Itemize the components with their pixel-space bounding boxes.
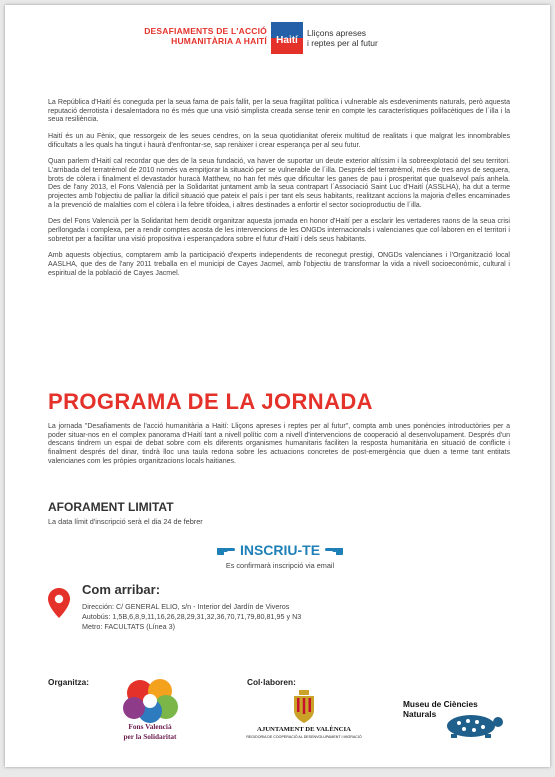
- museu-turtle-logo: [433, 709, 507, 739]
- directions-heading: Com arribar:: [82, 582, 161, 597]
- pointing-hand-right-icon: [216, 543, 236, 557]
- intro-text: [48, 99, 510, 286]
- event-subtitle-line1: Lliçons apreses: [307, 28, 367, 38]
- organitza-label: Organitza:: [48, 677, 90, 687]
- event-title-line1: DESAFIAMENTS DE L'ACCIÓ: [144, 26, 267, 36]
- registration-deadline: La data límit d'inscripció serà el dia 24 de febrer: [48, 517, 203, 526]
- intro-paragraph: Amb aquests objectius, comptarem amb la participació d'experts independents de reconegut prestigi, ONGDs valencianes i l'Organització local AASLHA, que des de l'any 2011 treballa en el municipi de Cayes Jacmel, amb l'objectiu de transformar la vida a nivell socioeconòmic, cultural i espiritual de la població de Cayes Jacmel.: [48, 252, 510, 277]
- pointing-hand-left-icon: [324, 543, 344, 557]
- register-label[interactable]: INSCRIU-TE: [239, 542, 321, 558]
- haiti-logo-text: Haití: [276, 35, 298, 46]
- fons-valencia-tagline: per la Solidaritat: [123, 732, 177, 741]
- header: [135, 22, 435, 60]
- intro-paragraph: Haití és un au Fènix, que ressorgeix de les seues cendres, on la seua quotidianitat ofereix multitud de realitats i que malgrat les innombrables dificultats a les quals ha tingut i haurà d'enfrontar-se, sap renàixer i crear esperança per al seu futur.: [48, 132, 510, 149]
- intro-paragraph: Des del Fons Valencià per la Solidaritat hem decidit organitzar aquesta jornada en honor d'Haití per a esclarir les vertaderes raons de la seua crisi perllongada i complexa, per a rendir comptes acosta de les intervencions de les ONGDs internacionals i valencianes que col·laboren en el territori i sobretot per a facilitar una visió propositiva i esperançadora sobre el futur d'Haití i dels seus habitants.: [48, 218, 510, 243]
- event-title: [144, 26, 267, 46]
- address-line: Dirección: C/ GENERAL ELIO, s/n - Interior del Jardín de Viveros: [82, 602, 290, 611]
- museu-name-line1: Museu de Ciències: [403, 699, 478, 709]
- programa-description: La jornada "Desafiaments de l'acció humanitària a Haití: Lliçons apreses i reptes per al futur", compta amb unes ponències introductòries per a poder situar-nos en el complex panorama d'Haití tant a nivell polític com a nivell d'intervencions de cooperació al desenvolupament. Després d'un descans tindrem un espai de debat sobre com els diferents organismes humanitaris faciliten la resposta humanitària en situació de conflicte i finalment després del dinar, tindrà lloc una taula redona sobre les actuacions concretes de post-emergència que duen a terme tant entitats valencianes com les pròpies organitzacions locals haitianes.: [48, 423, 510, 465]
- location-pin-icon: [48, 588, 70, 618]
- programa-heading: PROGRAMA DE LA JORNADA: [48, 389, 373, 414]
- fons-valencia-name: Fons Valencià: [128, 722, 172, 731]
- ajuntament-department: REGIDORIA DE COOPERACIÓ AL DESENVOLUPAMENT I MIGRACIÓ: [246, 735, 362, 739]
- event-subtitle-line2: i reptes per al futur: [307, 38, 378, 48]
- metro-line: Metro: FACULTATS (Línea 3): [82, 622, 176, 631]
- museu-name-line2: Naturals: [403, 709, 437, 719]
- event-title-line2: HUMANITÀRIA A HAITÍ: [171, 36, 267, 46]
- bus-line: Autobús: 1,5B,6,8,9,11,16,26,28,29,31,32,36,70,71,79,80,81,95 y N3: [82, 612, 302, 621]
- collaboren-label: Col·laboren:: [247, 677, 296, 687]
- flyer-page: [5, 5, 550, 767]
- event-subtitle: [307, 28, 378, 48]
- ajuntament-coat-of-arms: [290, 690, 318, 724]
- intro-paragraph: Quan parlem d'Haití cal recordar que des de la seua fundació, va haver de suportar un deute exterior altíssim i la sobreexplotació del seu territori. L'arribada del terratrèmol de 2010 només va empitjorar la situació per se vulnerable de l´illa. Després del terratrèmol, més de tres anys de sequera, brots de còlera i finalment el devastador huracà Matthew, no han fet més que dificultar les ganes de pau i prosperitat que qualsevol país anhela. Des de l'any 2013, el Fons Valencià per la Solidaritat juntament amb la seua contrapart l´Associació Saint Luc d'Haití (ASSLHA), ha dut a terme projectes amb l'objectiu de palliar la difícil situació que pateix el país i per tant els seus habitants, realitzant accions la majoria d'elles encaminades a la prevenció de malalties com el còlera i la febre tifoidea, i altres destinades a enfortir el sector socioproductiu de l´illa.: [48, 158, 510, 209]
- haiti-flag-logo: [271, 22, 303, 54]
- intro-paragraph: La República d'Haití és coneguda per la seua fama de país fallit, per la seua fragilitat política i vulnerable als esdeveniments naturals, però aquesta reputació derrotista i desalentadora no és més que una visió simplista creada sense tenir en compte les característiques polifacètiques de l´illa i la seua resiliència.: [48, 99, 510, 124]
- aforament-heading: AFORAMENT LIMITAT: [48, 500, 174, 514]
- register-note: Es confirmarà inscripció via email: [225, 561, 335, 570]
- register-button[interactable]: [205, 539, 355, 561]
- ajuntament-name: AJUNTAMENT DE VALÈNCIA: [257, 726, 351, 733]
